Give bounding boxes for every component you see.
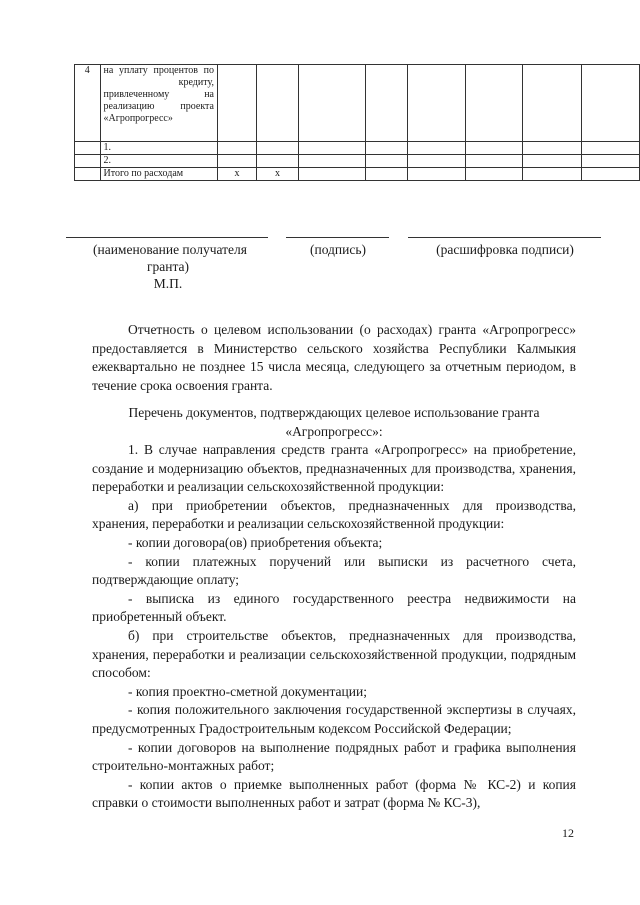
table-cell (217, 142, 256, 155)
item-a-2: - копии платежных поручений или выписки из расчетного счета, подтверждающие оплату; (92, 553, 576, 588)
table-cell (465, 65, 522, 142)
table-cell (522, 142, 581, 155)
list-title-line-2: «Агропрогресс»: (285, 423, 383, 439)
table-cell (298, 142, 365, 155)
item-b-2: - копия положительного заключения государственной экспертизы в случаях, предусмотренных Градостроительным кодексом Российской Федерации; (92, 702, 576, 736)
decode-caption: (расшифровка подписи) (436, 242, 574, 257)
table-cell (75, 142, 101, 155)
table-cell (522, 155, 581, 168)
subrow-1: 1. (100, 142, 217, 155)
total-label: Итого по расходам (100, 168, 217, 181)
item-a-3: - выписка из единого государственного реестра недвижимости на приобретенный объект. (92, 590, 576, 625)
item-1: 1. В случае направления средств гранта «Агропрогресс» на приобретение, создание и модернизацию объектов, предназначенных для производства, хранения, переработки и реализации сельскохозяйственной продукции: (92, 442, 576, 495)
recipient-caption-2: гранта) (146, 259, 190, 274)
row-name-line: реализацию проекта (103, 101, 214, 112)
table-row (75, 142, 640, 155)
item-a: а) при приобретении объектов, предназначенных для производства, хранения, переработки и реализации сельскохозяйственной продукции: (92, 497, 576, 532)
signature-line (286, 237, 389, 238)
table-cell (298, 168, 365, 181)
table-cell (408, 142, 465, 155)
table-cell (581, 65, 639, 142)
report-paragraph: Отчетность о целевом использовании (о расходах) гранта «Агропрогресс» предоставляется в Министерство сельского хозяйства Республики Калмыкия ежеквартально не позднее 15 числа месяца, следующего за отчетным периодом, в течение срока освоения гранта. (92, 322, 576, 393)
table-cell (75, 155, 101, 168)
table-cell (365, 168, 408, 181)
page-number: 12 (562, 826, 574, 840)
recipient-line (66, 237, 268, 238)
item-a-1: - копии договора(ов) приобретения объекта; (128, 534, 383, 550)
table-cell (298, 65, 365, 142)
list-title (92, 404, 576, 441)
document-list (92, 441, 576, 813)
table-cell (256, 155, 298, 168)
decode-line (408, 237, 601, 238)
item-b-4: - копии актов о приемке выполненных работ (форма № КС-2) и копия справки о стоимости выполненных работ и затрат (форма № КС-3), (92, 776, 576, 811)
table-cell (365, 142, 408, 155)
table-cell (365, 155, 408, 168)
expenses-table (74, 64, 640, 181)
table-cell (581, 168, 639, 181)
signature-caption: (подпись) (309, 242, 367, 257)
table-cell (581, 155, 639, 168)
table-cell (298, 155, 365, 168)
stamp-label: М.П. (153, 276, 183, 291)
table-cell (408, 65, 465, 142)
table-cell (465, 155, 522, 168)
table-cell (408, 155, 465, 168)
table-row (75, 155, 640, 168)
table-cell (581, 142, 639, 155)
row-name-line: привлеченному на (103, 89, 214, 100)
table-row (75, 65, 640, 142)
recipient-caption: (наименование получателя (92, 242, 247, 257)
total-x-1: x (217, 168, 256, 181)
row-name-line: «Агропрогресс» (103, 113, 173, 124)
item-b-3: - копии договоров на выполнение подрядных работ и графика выполнения строительно-монтажных работ; (92, 739, 576, 774)
list-title-line-1: Перечень документов, подтверждающих целевое использование гранта (128, 405, 540, 420)
row-name-line: кредиту, (178, 77, 214, 88)
table-cell (256, 65, 298, 142)
item-b-1: - копия проектно-сметной документации; (128, 683, 367, 699)
total-x-2: x (256, 168, 298, 181)
table-cell (75, 168, 101, 181)
row-number: 4 (75, 65, 101, 142)
table-row (75, 168, 640, 181)
table-cell (465, 142, 522, 155)
table-cell (465, 168, 522, 181)
item-b: б) при строительстве объектов, предназначенных для производства, хранения, переработки и реализации сельскохозяйственной продукции, подрядным способом: (92, 627, 576, 681)
table-cell (256, 142, 298, 155)
table-cell (522, 65, 581, 142)
table-cell (408, 168, 465, 181)
table-cell (217, 65, 256, 142)
row-name (100, 65, 217, 142)
subrow-2: 2. (100, 155, 217, 168)
row-name-line: на уплату процентов по (103, 65, 214, 76)
table-cell (365, 65, 408, 142)
table-cell (217, 155, 256, 168)
table-cell (522, 168, 581, 181)
